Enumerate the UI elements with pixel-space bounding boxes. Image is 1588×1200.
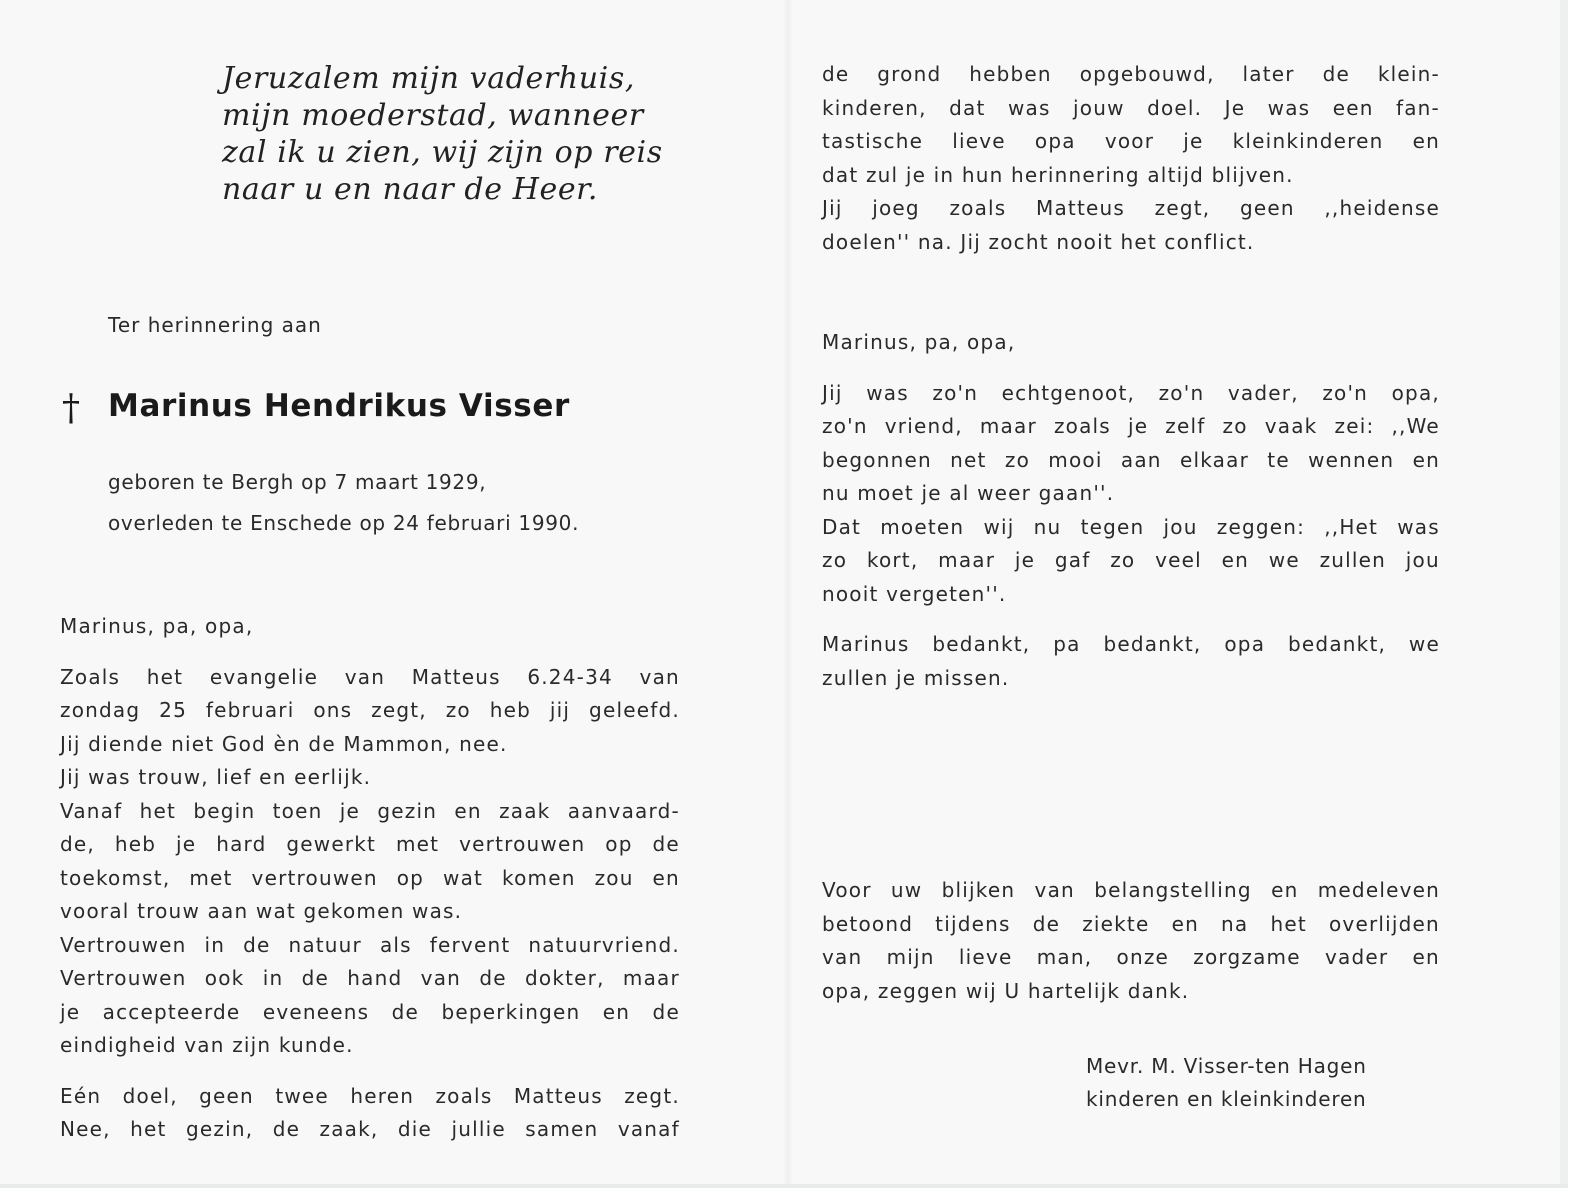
text-line: tastische lieve opa voor je kleinkinderen en [822, 129, 1440, 153]
text-line: de grond hebben opgebouwd, later de klein- [822, 62, 1440, 86]
signature-line: kinderen en kleinkinderen [1086, 1087, 1367, 1111]
text-line: zo'n vriend, maar zoals je zelf zo vaak zei: ,,We [822, 414, 1440, 438]
text-line: zondag 25 februari ons zegt, zo heb jij geleefd. [60, 698, 680, 722]
card-edge [1560, 0, 1568, 1188]
text-line: Jij joeg zoals Matteus zegt, geen ,,heidense [822, 196, 1440, 220]
text-line: nooit vergeten''. [822, 581, 1007, 606]
text-line: Nee, het gezin, de zaak, die jullie samen vanaf [60, 1117, 680, 1141]
text-line: Zoals het evangelie van Matteus 6.24-34 van [60, 664, 680, 689]
poem-line: Jeruzalem mijn vaderhuis, [222, 61, 635, 96]
deceased-name: Marinus Hendrikus Visser [108, 388, 570, 424]
text-line: dat zul je in hun herinnering altijd blijven. [822, 162, 1294, 187]
remembrance-label: Ter herinnering aan [108, 313, 322, 337]
text-line: opa, zeggen wij U hartelijk dank. [822, 978, 1190, 1003]
text-line: je accepteerde eveneens de beperkingen en de [60, 999, 680, 1024]
text-line: Jij was trouw, lief en eerlijk. [60, 765, 372, 789]
text-line: toekomst, met vertrouwen op wat komen zou en [60, 865, 680, 890]
text-line: Vertrouwen ook in de hand van de dokter, maar [60, 966, 680, 990]
signature-line: Mevr. M. Visser-ten Hagen [1086, 1054, 1367, 1078]
text-line: Voor uw blijken van belangstelling en medeleven [822, 878, 1440, 902]
text-line: Marinus bedankt, pa bedankt, opa bedankt, we [822, 632, 1440, 656]
text-line: Vanaf het begin toen je gezin en zaak aanvaard- [60, 798, 680, 823]
card-fold [783, 0, 793, 1188]
right-greeting: Marinus, pa, opa, [822, 330, 1016, 354]
text-line: Jij diende niet God èn de Mammon, nee. [60, 731, 508, 756]
left-text [60, 610, 680, 1147]
right-paragraph-3 [822, 628, 1440, 695]
text-line: zo kort, maar je gaf zo veel en we zullen jou [822, 548, 1440, 572]
signature [1086, 1050, 1367, 1116]
poem-line: mijn moederstad, wanneer [222, 98, 644, 133]
poem-line: zal ik u zien, wij zijn op reis [222, 135, 663, 170]
right-paragraph-1 [822, 58, 1440, 259]
text-line: zullen je missen. [822, 665, 1010, 690]
text-line: begonnen net zo mooi aan elkaar te wennen en [822, 447, 1440, 472]
cross-icon: † [62, 388, 80, 429]
thanks-paragraph [822, 874, 1440, 1008]
text-line: kinderen, dat was jouw doel. Je was een fan- [822, 95, 1440, 120]
left-greeting: Marinus, pa, opa, [60, 614, 254, 638]
text-line: Eén doel, geen twee heren zoals Matteus zegt. [60, 1083, 680, 1108]
left-paragraph-1 [60, 661, 680, 1063]
life-dates [108, 462, 579, 544]
card-edge-bottom [0, 1184, 1568, 1188]
left-paragraph-2 [60, 1080, 680, 1147]
text-line: van mijn lieve man, onze zorgzame vader en [822, 945, 1440, 969]
right-paragraph-2 [822, 377, 1440, 612]
died-line: overleden te Enschede op 24 februari 1990. [108, 511, 580, 535]
text-line: eindigheid van zijn kunde. [60, 1033, 354, 1057]
right-text-2 [822, 326, 1440, 695]
born-line: geboren te Bergh op 7 maart 1929, [108, 470, 487, 494]
poem-line: naar u en naar de Heer. [222, 172, 598, 207]
text-line: Dat moeten wij nu tegen jou zeggen: ,,Het was [822, 514, 1440, 539]
text-line: doelen'' na. Jij zocht nooit het conflict. [822, 229, 1255, 254]
text-line: vooral trouw aan wat gekomen was. [60, 899, 463, 923]
text-line: Vertrouwen in de natuur als fervent natuurvriend. [60, 932, 680, 957]
poem [222, 60, 663, 208]
text-line: nu moet je al weer gaan''. [822, 481, 1115, 505]
text-line: betoond tijdens de ziekte en na het overlijden [822, 911, 1440, 936]
text-line: de, heb je hard gewerkt met vertrouwen op de [60, 832, 680, 856]
text-line: Jij was zo'n echtgenoot, zo'n vader, zo'n opa, [822, 380, 1440, 405]
